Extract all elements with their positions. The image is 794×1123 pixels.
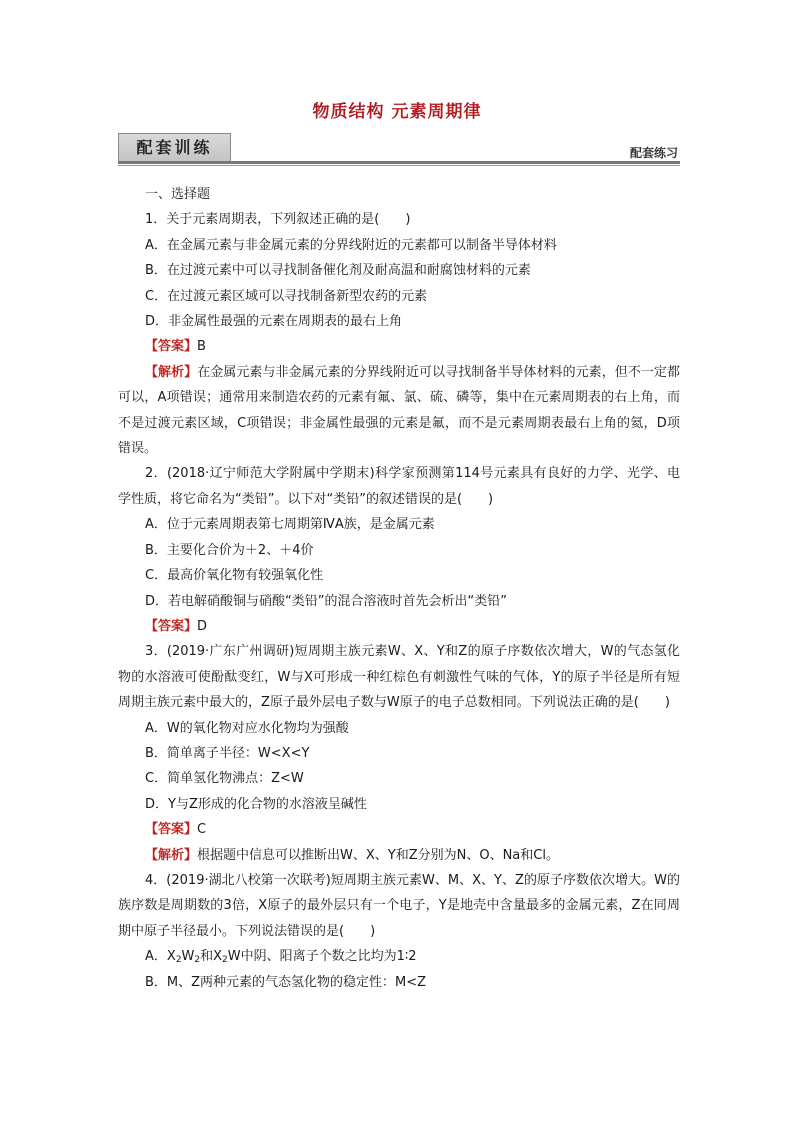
question-3-option-c: C．简单氢化物沸点：Z<W — [145, 771, 304, 787]
section-header — [118, 133, 680, 167]
question-2-option-a: A．位于元素周期表第七周期第ⅣA族，是金属元素 — [145, 517, 435, 533]
document-body — [118, 182, 680, 995]
header-tab-label: 配套训练 — [118, 133, 231, 161]
header-right-label: 配套练习 — [629, 146, 678, 160]
analysis-tag: 【解析】 — [145, 847, 198, 863]
question-3-option-b: B．简单离子半径：W<X<Y — [145, 745, 310, 761]
answer-value: D — [197, 618, 208, 634]
question-2-option-c: C．最高价氧化物有较强氧化性 — [145, 568, 324, 584]
option-a-text-4: W中阴、阳离子个数之比均为1∶2 — [227, 949, 417, 965]
answer-value: B — [197, 339, 206, 355]
question-4-option-b: B．M、Z两种元素的气态氢化物的稳定性：M<Z — [145, 974, 427, 990]
question-1-option-a: A．在金属元素与非金属元素的分界线附近的元素都可以制备半导体材料 — [145, 237, 557, 253]
question-1-stem: 1．关于元素周期表，下列叙述正确的是( ) — [145, 212, 411, 228]
option-a-text-2: W — [181, 949, 195, 965]
header-rule-thin — [118, 165, 680, 166]
header-rule-thick — [118, 161, 680, 164]
subscript: 2 — [222, 955, 228, 966]
question-4-option-a — [118, 944, 680, 969]
question-2-answer — [118, 614, 680, 639]
option-a-text-1: A．X — [145, 949, 176, 965]
question-3-stem: 3．(2019·广东广州调研)短周期主族元素W、X、Y和Z的原子序数依次增大，W的气态氢化物的水溶液可使酚酞变红，W与X可形成一种红棕色有刺激性气味的气体，Y的原子半径是所有短周期主族元素中最大的，Z原子最外层电子数与W原子的电子总数相同。下列说法正确的是( ) — [118, 644, 680, 711]
question-3-analysis — [118, 843, 680, 868]
analysis-text: 在金属元素与非金属元素的分界线附近可以寻找制备半导体材料的元素，但不一定都可以，A项错误；通常用来制造农药的元素有氟、氯、硫、磷等，集中在元素周期表的右上角，而不是过渡元素区域，C项错误；非金属性最强的元素是氟，而不是元素周期表最右上角的氦，D项错误。 — [118, 364, 680, 457]
question-4-stem: 4．(2019·湖北八校第一次联考)短周期主族元素W、M、X、Y、Z的原子序数依次增大。W的族序数是周期数的3倍，X原子的最外层只有一个电子，Y是地壳中含量最多的金属元素，Z在同周期中原子半径最小。下列说法错误的是( ) — [118, 872, 680, 939]
option-a-text-3: 和X — [200, 949, 223, 965]
question-3-option-a: A．W的氧化物对应水化物均为强酸 — [145, 720, 349, 736]
answer-value: C — [197, 822, 207, 838]
subscript: 2 — [194, 955, 201, 966]
analysis-text: 根据题中信息可以推断出W、X、Y和Z分别为N、O、Na和Cl。 — [197, 847, 559, 863]
question-1-analysis — [118, 360, 680, 462]
question-2-option-b: B．主要化合价为＋2、＋4价 — [145, 542, 314, 558]
subscript: 2 — [175, 955, 182, 966]
answer-tag: 【答案】 — [145, 618, 198, 634]
section-heading: 一、选择题 — [145, 187, 211, 202]
question-1-option-b: B．在过渡元素中可以寻找制备催化剂及耐高温和耐腐蚀材料的元素 — [145, 263, 531, 279]
question-1-option-c: C．在过渡元素区域可以寻找制备新型农药的元素 — [145, 288, 428, 304]
question-3-answer — [118, 817, 680, 842]
question-1-answer — [118, 334, 680, 359]
question-2-option-d: D．若电解硝酸铜与硝酸“类铅”的混合溶液时首先会析出“类铅” — [145, 593, 507, 609]
answer-tag: 【答案】 — [145, 822, 198, 838]
question-2-stem: 2．(2018·辽宁师范大学附属中学期末)科学家预测第114号元素具有良好的力学、光学、电学性质，将它命名为“类铅”。以下对“类铅”的叙述错误的是( ) — [118, 466, 680, 507]
question-3-option-d: D．Y与Z形成的化合物的水溶液呈碱性 — [145, 796, 367, 812]
question-1-option-d: D．非金属性最强的元素在周期表的最右上角 — [145, 314, 403, 330]
analysis-tag: 【解析】 — [145, 364, 198, 380]
answer-tag: 【答案】 — [145, 339, 198, 355]
page-title: 物质结构 元素周期律 — [312, 102, 482, 122]
